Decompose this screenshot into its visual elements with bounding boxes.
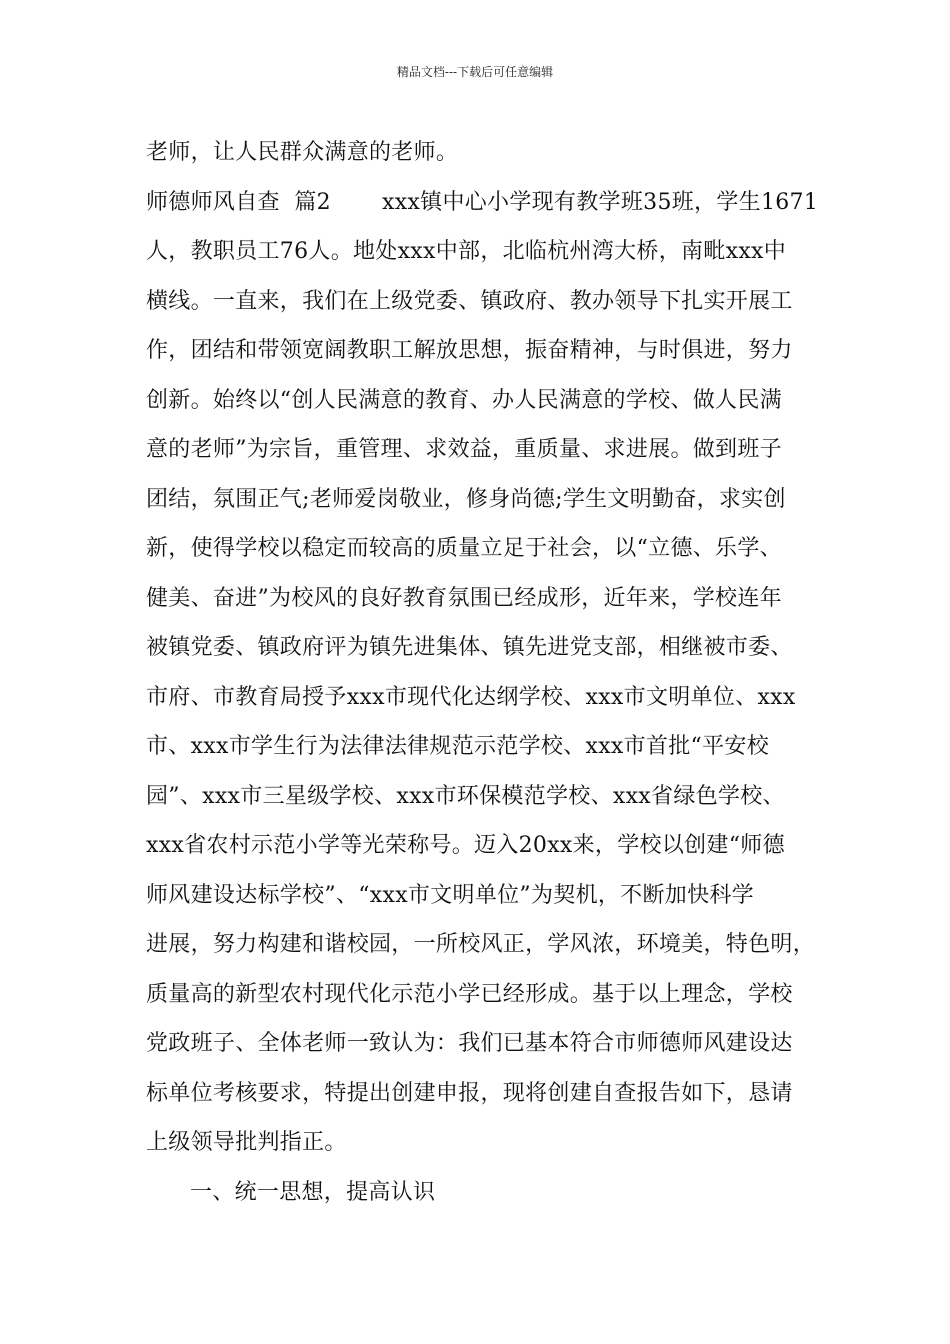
paragraph-line: 质量高的新型农村现代化示范小学已经形成。基于以上理念，学校	[146, 981, 793, 1007]
paragraph-line: 师风建设达标学校”、“xxx市文明单位”为契机，不断加快科学	[146, 882, 754, 908]
paragraph-line: 进展，努力构建和谐校园，一所校风正，学风浓，环境美，特色明，	[146, 932, 816, 957]
paragraph-line: 市、xxx市学生行为法律法律规范示范学校、xxx市首批“平安校	[146, 734, 769, 759]
paragraph-line: 标单位考核要求，特提出创建申报，现将创建自查报告如下，恳请	[146, 1080, 793, 1106]
section-heading: 一、统一思想，提高认识	[190, 1179, 436, 1205]
page-header: 精品文档---下载后可任意编辑	[396, 65, 554, 79]
paragraph-line: 人，教职员工76人。地处xxx中部，北临杭州湾大桥，南毗xxx中	[146, 239, 787, 264]
paragraph-line: 党政班子、全体老师一致认为：我们已基本符合市师德师风建设达	[146, 1031, 793, 1056]
document-body	[146, 128, 826, 1217]
paragraph-line: xxx省农村示范小学等光荣称号。迈入20xx来，学校以创建“师德	[146, 833, 785, 858]
paragraph-line: 新，使得学校以稳定而较高的质量立足于社会，以“立德、乐学、	[146, 536, 782, 561]
paragraph-line: 作，团结和带领宽阔教职工解放思想，振奋精神，与时俱进，努力	[146, 338, 793, 363]
paragraph-line: 老师，让人民群众满意的老师。	[146, 140, 459, 165]
paragraph-line: 健美、奋进”为校风的良好教育氛围已经成形，近年来，学校连年	[146, 585, 782, 611]
paragraph-line: 意的老师”为宗旨，重管理、求效益，重质量、求进展。做到班子	[146, 437, 782, 462]
paragraph-line: 园”、xxx市三星级学校、xxx市环保模范学校、xxx省绿色学校、	[146, 783, 785, 809]
paragraph-line: 横线。一直来，我们在上级党委、镇政府、教办领导下扎实开展工	[146, 288, 793, 314]
paragraph-line: 团结，氛围正气;老师爱岗敬业，修身尚德;学生文明勤奋，求实创	[146, 486, 786, 512]
paragraph-line: 被镇党委、镇政府评为镇先进集体、镇先进党支部，相继被市委、	[146, 635, 793, 660]
paragraph-line: 创新。始终以“创人民满意的教育、办人民满意的学校、做人民满	[146, 387, 782, 413]
paragraph-line: 上级领导批判指正。	[146, 1130, 347, 1155]
paragraph-line: 师德师风自查 篇2 xxx镇中心小学现有教学班35班，学生1671	[146, 189, 819, 215]
paragraph-line: 市府、市教育局授予xxx市现代化达纲学校、xxx市文明单位、xxx	[146, 684, 796, 710]
